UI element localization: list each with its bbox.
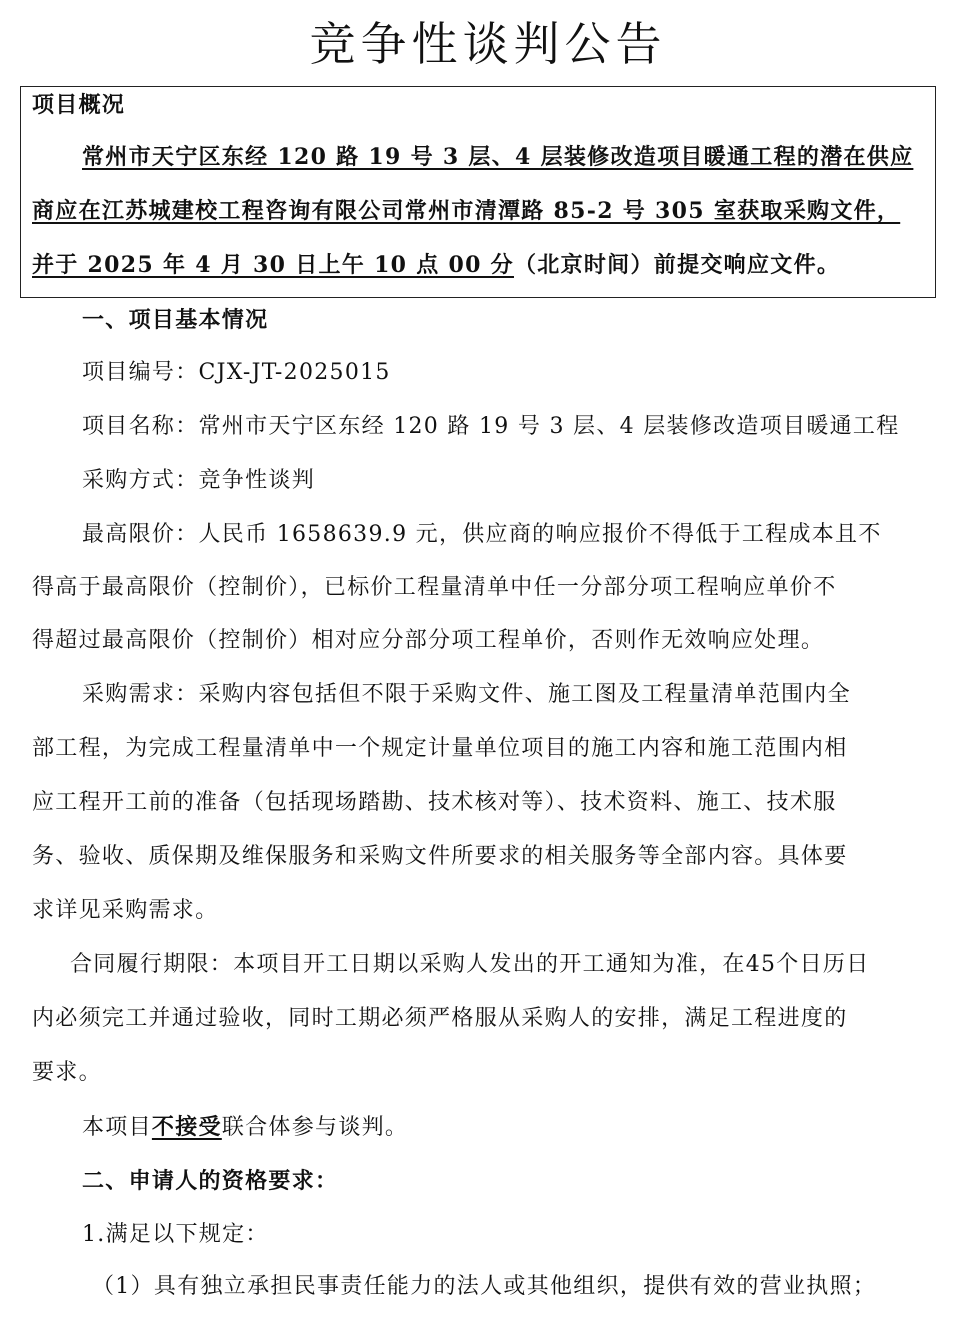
demand-line-5: 求详见采购需求。 (32, 898, 219, 923)
consortium-line (82, 1112, 976, 1143)
procurement-method: 采购方式：竞争性谈判 (82, 468, 316, 493)
deadline-text: 并于 2025 年 4 月 30 日上午 10 点 00 分 (32, 252, 514, 278)
demand-line-3: 应工程开工前的准备（包括现场踏勘、技术核对等）、技术资料、施工、技术服 (32, 790, 837, 815)
period-line-3: 要求。 (32, 1060, 102, 1085)
price-line-3: 得超过最高限价（控制价）相对应分部分项工程单价，否则作无效响应处理。 (32, 628, 825, 653)
demand-line-4: 务、验收、质保期及维保服务和采购文件所要求的相关服务等全部内容。具体要 (32, 844, 848, 869)
consortium-suffix: 联合体参与谈判。 (221, 1115, 409, 1140)
qualification-item-1-1: （1）具有独立承担民事责任能力的法人或其他组织，提供有效的营业执照； (92, 1274, 877, 1299)
section2-heading: 二、申请人的资格要求： (82, 1168, 339, 1194)
price-line-1: 最高限价：人民币 1658639.9 元，供应商的响应报价不得低于工程成本且不 (82, 522, 882, 547)
overview-line-3 (32, 250, 932, 280)
qualification-item-1: 1.满足以下规定： (82, 1222, 269, 1247)
demand-line-2: 部工程，为完成工程量清单中一个规定计量单位项目的施工内容和施工范围内相 (32, 736, 848, 761)
price-line-2: 得高于最高限价（控制价），已标价工程量清单中任一分部分项工程响应单价不 (32, 575, 837, 600)
demand-line-1: 采购需求：采购内容包括但不限于采购文件、施工图及工程量清单范围内全 (82, 682, 851, 707)
period-line-2: 内必须完工并通过验收，同时工期必须严格服从采购人的安排，满足工程进度的 (32, 1006, 848, 1031)
deadline-suffix: （北京时间）前提交响应文件。 (513, 252, 841, 278)
overview-heading: 项目概况 (32, 92, 126, 118)
project-number: 项目编号：CJX-JT-2025015 (82, 360, 391, 385)
overview-line-1: 常州市天宁区东经 120 路 19 号 3 层、4 层装修改造项目暖通工程的潜在供应 (82, 144, 914, 170)
announcement-title: 竞争性谈判公告 (309, 17, 667, 71)
not-accepted-text: 不接受 (151, 1114, 222, 1140)
project-name: 项目名称：常州市天宁区东经 120 路 19 号 3 层、4 层装修改造项目暖通工程 (82, 414, 900, 439)
section1-heading: 一、项目基本情况 (82, 307, 269, 333)
consortium-prefix: 本项目 (82, 1115, 152, 1140)
overview-line-2: 商应在江苏城建校工程咨询有限公司常州市清潭路 85-2 号 305 室获取采购文件， (32, 198, 901, 224)
period-line-1: 合同履行期限：本项目开工日期以采购人发出的开工通知为准，在45个日历日 (70, 952, 870, 977)
